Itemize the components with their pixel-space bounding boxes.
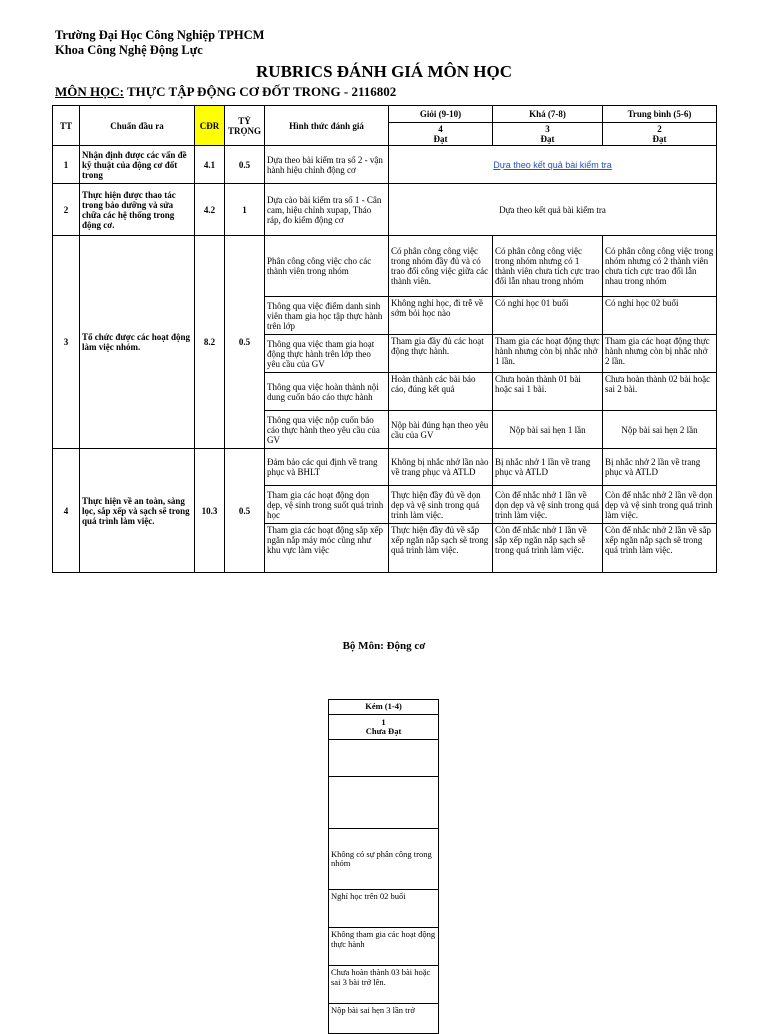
kem-header-row bbox=[329, 700, 439, 715]
header-tb-score: 2 Đạt bbox=[603, 123, 717, 146]
row-gioi: Thực hiện đầy đủ về dọn dẹp và vệ sinh trong quá trình làm việc. bbox=[389, 486, 493, 524]
department-label: Bộ Môn: Động cơ bbox=[342, 640, 426, 652]
row-gioi: Nộp bài đúng hạn theo yêu cầu của GV bbox=[389, 411, 493, 449]
subject-label: MÔN HỌC: bbox=[55, 84, 124, 99]
row-ty-trong: 0.5 bbox=[225, 449, 265, 573]
row-ty-trong: 1 bbox=[225, 184, 265, 236]
header-kha: Khá (7-8) bbox=[493, 106, 603, 123]
kem-cell: Không có sự phân công trong nhóm bbox=[329, 829, 439, 890]
header-kha-score: 3 Đạt bbox=[493, 123, 603, 146]
row-cdr: 4.2 bbox=[195, 184, 225, 236]
header-ty-trong: TỶ TRỌNG bbox=[225, 106, 265, 146]
row-chuan-dau-ra: Thực hiện về an toàn, sàng lọc, sắp xếp và sạch sẽ trong quá trình làm việc. bbox=[80, 449, 195, 573]
table-row bbox=[329, 890, 439, 928]
table-row bbox=[53, 184, 717, 236]
table-row bbox=[53, 146, 717, 184]
school-name: Trường Đại Học Công Nghiệp TPHCM bbox=[55, 28, 265, 42]
row-cdr: 8.2 bbox=[195, 236, 225, 449]
table-row bbox=[329, 829, 439, 890]
row-gioi: Hoàn thành các bài báo cáo, đúng kết quả bbox=[389, 373, 493, 411]
row-trung-binh: Còn để nhắc nhở 2 lần về dọn dẹp và vệ sinh trong quá trình làm việc. bbox=[603, 486, 717, 524]
kem-cell: Nghỉ học trên 02 buổi bbox=[329, 890, 439, 928]
row-ty-trong: 0.5 bbox=[225, 236, 265, 449]
kem-cell: Không tham gia các hoạt động thực hành bbox=[329, 928, 439, 966]
row-tt: 1 bbox=[53, 146, 80, 184]
table-row bbox=[53, 236, 717, 297]
school-header bbox=[55, 28, 264, 58]
row-trung-binh: Có nghỉ học 02 buổi bbox=[603, 297, 717, 335]
row-hinh-thuc: Đảm bảo các qui định về trang phục và BHLT bbox=[265, 449, 389, 486]
row-merged-link[interactable]: Dựa theo kết quả bài kiểm tra bbox=[389, 146, 717, 184]
row-gioi: Tham gia đầy đủ các hoạt động thực hành. bbox=[389, 335, 493, 373]
kem-header: Kém (1-4) bbox=[329, 700, 439, 715]
row-trung-binh: Chưa hoàn thành 02 bài hoặc sai 2 bài. bbox=[603, 373, 717, 411]
table-row bbox=[329, 777, 439, 829]
row-kha: Nộp bài sai hẹn 1 lần bbox=[493, 411, 603, 449]
row-kha: Bị nhắc nhở 1 lần về trang phục và ATLD bbox=[493, 449, 603, 486]
table-row bbox=[329, 966, 439, 1004]
row-hinh-thuc: Thông qua việc điểm danh sinh viên tham gia học tập thực hành trên lớp bbox=[265, 297, 389, 335]
header-cdr: CĐR bbox=[195, 106, 225, 146]
row-hinh-thuc: Tham gia các hoạt động sắp xếp ngăn nắp máy móc cũng như khu vực làm việc bbox=[265, 524, 389, 573]
row-cdr: 4.1 bbox=[195, 146, 225, 184]
row-trung-binh: Bị nhắc nhở 2 lần về trang phục và ATLD bbox=[603, 449, 717, 486]
row-hinh-thuc: Thông qua việc hoàn thành nội dung cuốn báo cáo thực hành bbox=[265, 373, 389, 411]
row-trung-binh: Nộp bài sai hẹn 2 lần bbox=[603, 411, 717, 449]
header-gioi-score: 4 Đạt bbox=[389, 123, 493, 146]
row-hinh-thuc: Phân công công việc cho các thành viên trong nhóm bbox=[265, 236, 389, 297]
kem-cell bbox=[329, 777, 439, 829]
row-hinh-thuc: Thông qua việc nộp cuốn báo cáo thực hành theo yêu cầu của GV bbox=[265, 411, 389, 449]
row-kha: Có nghỉ học 01 buổi bbox=[493, 297, 603, 335]
row-hinh-thuc: Thông qua việc tham gia hoạt động thực hành trên lớp theo yêu cầu của GV bbox=[265, 335, 389, 373]
row-trung-binh: Tham gia các hoạt động thực hành nhưng còn bị nhắc nhở 2 lần. bbox=[603, 335, 717, 373]
row-ty-trong: 0.5 bbox=[225, 146, 265, 184]
kem-cell: Chưa hoàn thành 03 bài hoặc sai 3 bài trở lên. bbox=[329, 966, 439, 1004]
row-gioi: Không bị nhắc nhở lần nào về trang phục và ATLD bbox=[389, 449, 493, 486]
rubric-table bbox=[52, 105, 717, 573]
table-row bbox=[329, 740, 439, 777]
row-kha: Còn để nhắc nhở 1 lần về sắp xếp ngăn nắp sạch sẽ trong quá trình làm việc. bbox=[493, 524, 603, 573]
row-tt: 2 bbox=[53, 184, 80, 236]
row-kha: Chưa hoàn thành 01 bài hoặc sai 1 bài. bbox=[493, 373, 603, 411]
kem-table bbox=[328, 699, 439, 1034]
kem-cell bbox=[329, 740, 439, 777]
kem-score: 1 Chưa Đạt bbox=[329, 715, 439, 740]
header-tt: TT bbox=[53, 106, 80, 146]
table-row bbox=[329, 1004, 439, 1034]
table-row bbox=[53, 449, 717, 486]
row-chuan-dau-ra: Thực hiện được thao tác trong bảo dưỡng và sửa chữa các hệ thống trong động cơ. bbox=[80, 184, 195, 236]
row-tt: 3 bbox=[53, 236, 80, 449]
header-row bbox=[53, 106, 717, 123]
header-trung-binh: Trung bình (5-6) bbox=[603, 106, 717, 123]
header-gioi: Giỏi (9-10) bbox=[389, 106, 493, 123]
subject-line bbox=[55, 84, 396, 100]
row-kha: Tham gia các hoạt động thực hành nhưng còn bị nhắc nhở 1 lần. bbox=[493, 335, 603, 373]
row-trung-binh: Còn để nhắc nhở 2 lần về sắp xếp ngăn nắp sạch sẽ trong quá trình làm việc. bbox=[603, 524, 717, 573]
subject-value: THỰC TẬP ĐỘNG CƠ ĐỐT TRONG - 2116802 bbox=[126, 84, 397, 99]
kem-cell: Nộp bài sai hẹn 3 lần trở bbox=[329, 1004, 439, 1034]
kem-score-row bbox=[329, 715, 439, 740]
row-merged-text: Dựa theo kết quả bài kiểm tra bbox=[389, 184, 717, 236]
row-tt: 4 bbox=[53, 449, 80, 573]
header-chuan-dau-ra: Chuẩn đầu ra bbox=[80, 106, 195, 146]
row-hinh-thuc: Tham gia các hoạt động dọn dẹp, vệ sinh trong suốt quá trình học bbox=[265, 486, 389, 524]
row-hinh-thuc: Dựa cào bài kiểm tra số 1 - Cân cam, hiệu chỉnh xupap, Tháo ráp, đo kiểm động cơ bbox=[265, 184, 389, 236]
row-trung-binh: Có phân công công việc trong nhóm nhưng có 2 thành viên chưa tích cực trao đổi lẫn nhau trong nhóm bbox=[603, 236, 717, 297]
row-cdr: 10.3 bbox=[195, 449, 225, 573]
row-gioi: Thực hiện đầy đủ về sắp xếp ngăn nắp sạch sẽ trong quá trình làm việc. bbox=[389, 524, 493, 573]
row-gioi: Có phân công công việc trong nhóm đầy đủ và có trao đổi công việc giữa các thành viên. bbox=[389, 236, 493, 297]
row-kha: Còn để nhắc nhở 1 lần về dọn dẹp và vệ sinh trong quá trình làm việc. bbox=[493, 486, 603, 524]
row-hinh-thuc: Dựa theo bài kiểm tra số 2 - vận hành hiệu chỉnh động cơ bbox=[265, 146, 389, 184]
table-row bbox=[329, 928, 439, 966]
faculty-name: Khoa Công Nghệ Động Lực bbox=[55, 43, 203, 57]
row-chuan-dau-ra: Tổ chức được các hoạt động làm việc nhóm. bbox=[80, 236, 195, 449]
header-hinh-thuc: Hình thức đánh giá bbox=[265, 106, 389, 146]
document-title: RUBRICS ĐÁNH GIÁ MÔN HỌC bbox=[256, 62, 512, 81]
row-gioi: Không nghỉ học, đi trễ về sớm bỏi học nào bbox=[389, 297, 493, 335]
row-chuan-dau-ra: Nhận định được các vấn đề kỹ thuật của động cơ đốt trong bbox=[80, 146, 195, 184]
row-kha: Có phân công công việc trong nhóm nhưng có 1 thành viên chưa tích cực trao đổi lẫn nhau trong nhóm bbox=[493, 236, 603, 297]
